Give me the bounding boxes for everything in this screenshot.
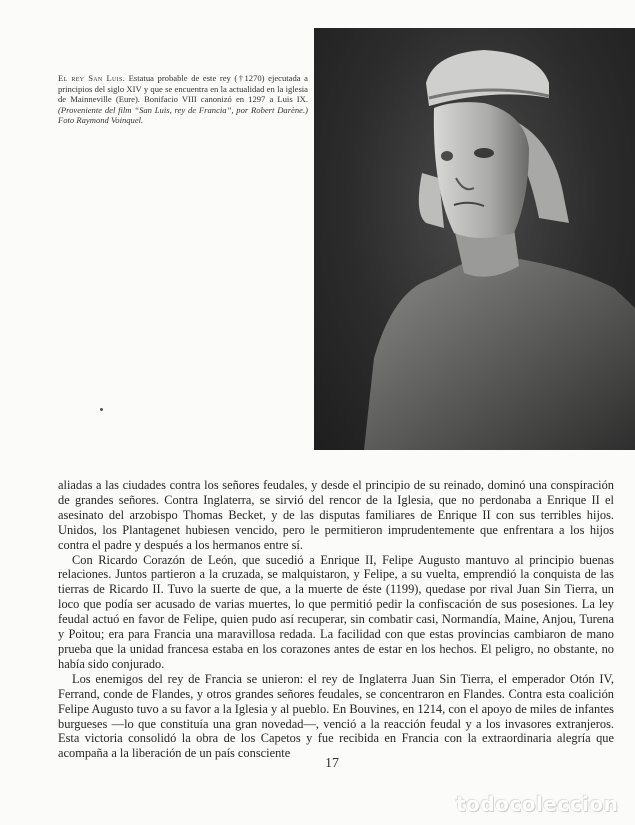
print-speck (100, 408, 103, 411)
watermark: todocoleccion (456, 792, 619, 816)
caption-credit: (Proveniente del film “San Luis, rey de Francia”, por Robert Darène.) Foto Raymond Voinquel. (58, 104, 308, 126)
paragraph-1: aliadas a las ciudades contra los señores feudales, y desde el principio de su reinado, dominó una conspiración de grandes señores. Contra Inglaterra, se sirvió del rencor de la Iglesia, que no perdonaba a Enrique II el asesinato del arzobispo Thomas Becket, y de las disputas familiares de Enrique II con sus terribles hijos. Unidos, los Plantagenet hubiesen vencido, pero le permitieron imprudentemente que enfrentara a los hijos contra el padre y después a los hermanos entre sí. (58, 478, 614, 552)
statue-photo (314, 28, 635, 450)
statue-bust-illustration (314, 28, 635, 450)
caption-text: Estatua probable de este rey (†1270) ejecutada a principios del siglo XIV y que se encuentra en la actualidad en la iglesia de Mainneville (Eure). Bonifacio VIII canonizó en 1297 a Luis IX. (58, 73, 308, 105)
article-body (58, 478, 614, 761)
caption-title: El rey San Luis. (58, 73, 126, 83)
page-number: 17 (325, 756, 339, 771)
paragraph-2: Con Ricardo Corazón de León, que sucedió a Enrique II, Felipe Augusto mantuvo al principio buenas relaciones. Juntos partieron a la cruzada, se malquistaron, y Felipe, a su vuelta, emprendió la conquista de las tierras de Ricardo II. Tuvo la suerte de que, a la muerte de éste (1199), quedase por rival Juan Sin Tierra, un loco que podía ser acusado de varias muertes, lo que permitió pedir la confiscación de sus posesiones. La ley feudal actuó en favor de Felipe, quien pudo así recuperar, sin combatir casi, Normandía, Maine, Anjou, Turena y Poitou; era para Francia una maravillosa redada. La facilidad con que estas provincias cambiaron de mano prueba que la unidad francesa estaba en los corazones antes de estar en los hechos. El peligro, no obstante, no había sido conjurado. (58, 552, 614, 671)
figure-caption (58, 73, 308, 126)
paragraph-3: Los enemigos del rey de Francia se unieron: el rey de Inglaterra Juan Sin Tierra, el emperador Otón IV, Ferrand, conde de Flandes, y otros grandes señores feudales, se concentraron en Flandes. Contra esta coalición Felipe Augusto tuvo a su favor a la Iglesia y al pueblo. En Bouvines, en 1214, con el apoyo de miles de infantes burgueses —lo que constituía una gran novedad—, venció a la reacción feudal y a los invasores extranjeros. Esta victoria consolidó la obra de los Capetos y fue recibida en Francia con la extraordinaria alegría que acompaña a la liberación de un país consciente (58, 671, 614, 761)
